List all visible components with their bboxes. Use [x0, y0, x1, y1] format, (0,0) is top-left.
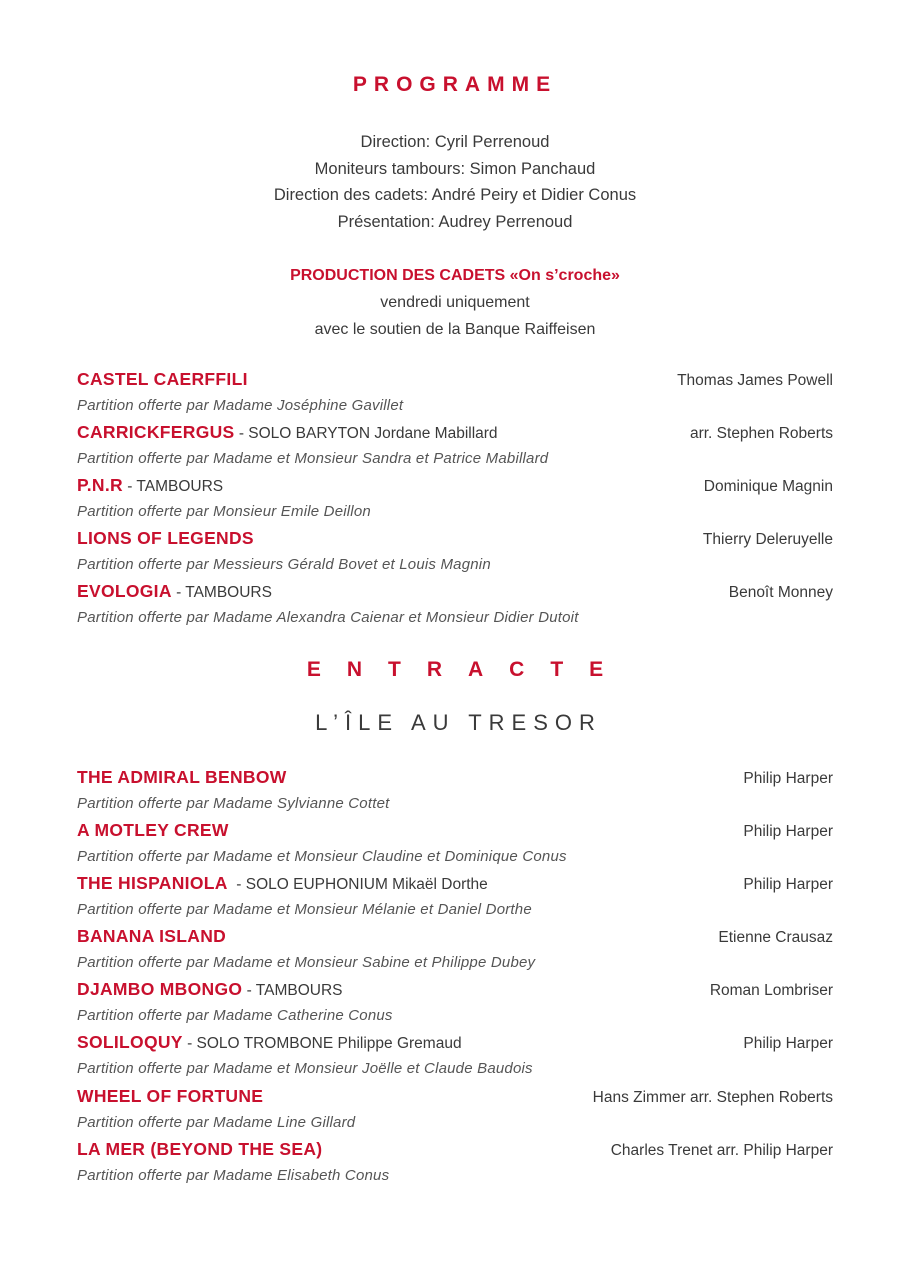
program-item — [77, 1086, 833, 1139]
program-item-header — [77, 873, 833, 899]
piece-composer: Philip Harper — [743, 770, 833, 787]
program-item-header — [77, 581, 833, 607]
entracte-subtitle: L’ÎLE AU TRESOR — [315, 710, 602, 735]
piece-composer: Etienne Crausaz — [718, 929, 833, 947]
part2-list — [77, 767, 833, 1192]
program-item — [77, 422, 833, 475]
piece-sponsor: Partition offerte par Messieurs Gérald Bovet et Louis Magnin — [77, 556, 491, 574]
program-item — [77, 979, 833, 1032]
piece-sponsor: Partition offerte par Madame Elisabeth Conus — [77, 1166, 390, 1184]
piece-composer: Dominique Magnin — [703, 478, 833, 496]
piece-soloist: - TAMBOURS — [242, 982, 343, 1000]
piece-soloist: - SOLO EUPHONIUM Mikaël Dorthe — [227, 876, 488, 894]
piece-sponsor: Partition offerte par Madame et Monsieur Mélanie et Daniel Dorthe — [77, 901, 532, 919]
program-item-header — [77, 369, 833, 395]
piece-title: SOLILOQUY — [77, 1032, 183, 1053]
program-item — [77, 528, 833, 581]
program-item — [77, 475, 833, 528]
piece-soloist: - TAMBOURS — [171, 584, 272, 602]
piece-title: LIONS OF LEGENDS — [77, 528, 254, 549]
piece-sponsor: Partition offerte par Madame Sylvianne Cottet — [77, 795, 390, 812]
piece-sponsor: Partition offerte par Madame Line Gillard — [77, 1113, 356, 1131]
piece-composer: Thierry Deleruyelle — [702, 531, 833, 549]
piece-composer: Philip Harper — [743, 1035, 833, 1053]
credits-block — [0, 129, 910, 235]
piece-composer: Hans Zimmer arr. Stephen Roberts — [592, 1088, 833, 1106]
piece-composer: arr. Stephen Roberts — [689, 425, 833, 443]
piece-title: BANANA ISLAND — [77, 926, 227, 947]
program-item-header — [77, 979, 833, 1005]
piece-sponsor: Partition offerte par Madame et Monsieur Joëlle et Claude Baudois — [77, 1060, 533, 1078]
piece-title: THE ADMIRAL BENBOW — [77, 767, 287, 787]
piece-composer: Roman Lombriser — [709, 982, 833, 1000]
programme-title: PROGRAMME — [352, 73, 558, 96]
production-block — [0, 262, 910, 343]
piece-composer: Philip Harper — [743, 876, 833, 894]
piece-sponsor: Partition offerte par Madame et Monsieur Sandra et Patrice Mabillard — [77, 450, 549, 468]
piece-composer: Charles Trenet arr. Philip Harper — [610, 1141, 833, 1159]
program-item-header — [77, 820, 833, 846]
credit-cadets-direction: Direction des cadets: André Peiry et Didier Conus — [273, 186, 637, 204]
production-note: vendredi uniquement — [380, 294, 530, 311]
piece-composer: Thomas James Powell — [677, 372, 833, 389]
piece-sponsor: Partition offerte par Monsieur Emile Deillon — [77, 503, 371, 521]
program-item — [77, 820, 833, 873]
piece-title: LA MER (BEYOND THE SEA) — [77, 1138, 323, 1159]
credit-presentation: Présentation: Audrey Perrenoud — [337, 212, 573, 231]
program-item — [77, 581, 833, 634]
piece-sponsor: Partition offerte par Madame Catherine Conus — [77, 1007, 393, 1025]
program-item-header — [77, 475, 833, 501]
piece-soloist: - SOLO TROMBONE Philippe Gremaud — [182, 1035, 462, 1053]
production-sponsor: avec le soutien de la Banque Raiffeisen — [314, 321, 596, 338]
program-item-header — [77, 1086, 833, 1112]
credit-direction: Direction: Cyril Perrenoud — [360, 133, 550, 151]
part1-list — [77, 369, 833, 634]
program-item-header — [77, 422, 833, 448]
piece-title: WHEEL OF FORTUNE — [77, 1085, 264, 1106]
credit-drum-monitors: Moniteurs tambours: Simon Panchaud — [314, 159, 596, 178]
entracte-title: ENTRACTE — [306, 658, 630, 681]
program-item-header — [77, 1032, 833, 1058]
program-item — [77, 926, 833, 979]
piece-title: EVOLOGIA — [77, 581, 172, 602]
piece-sponsor: Partition offerte par Madame Joséphine Gavillet — [77, 397, 404, 414]
program-item — [77, 1032, 833, 1085]
program-item-header — [77, 1139, 833, 1165]
piece-sponsor: Partition offerte par Madame Alexandra Caienar et Monsieur Didier Dutoit — [77, 609, 579, 627]
piece-title: P.N.R — [77, 475, 123, 496]
piece-composer: Benoît Monney — [728, 584, 833, 602]
piece-title: CARRICKFERGUS — [77, 422, 235, 443]
production-title: PRODUCTION DES CADETS «On s’croche» — [290, 267, 620, 284]
piece-soloist: - TAMBOURS — [122, 478, 224, 496]
program-item — [77, 369, 833, 422]
piece-title: THE HISPANIOLA — [77, 873, 228, 894]
piece-title: CASTEL CAERFFILI — [77, 369, 248, 389]
piece-sponsor: Partition offerte par Madame et Monsieur Sabine et Philippe Dubey — [77, 954, 536, 972]
program-item — [77, 1139, 833, 1192]
piece-title: A MOTLEY CREW — [77, 820, 229, 841]
piece-sponsor: Partition offerte par Madame et Monsieur Claudine et Dominique Conus — [77, 848, 567, 866]
program-item-header — [77, 767, 833, 793]
program-item — [77, 767, 833, 820]
program-item — [77, 873, 833, 926]
piece-soloist: - SOLO BARYTON Jordane Mabillard — [234, 425, 498, 443]
program-item-header — [77, 926, 833, 952]
program-item-header — [77, 528, 833, 554]
piece-composer: Philip Harper — [743, 823, 833, 841]
piece-title: DJAMBO MBONGO — [77, 979, 243, 1000]
